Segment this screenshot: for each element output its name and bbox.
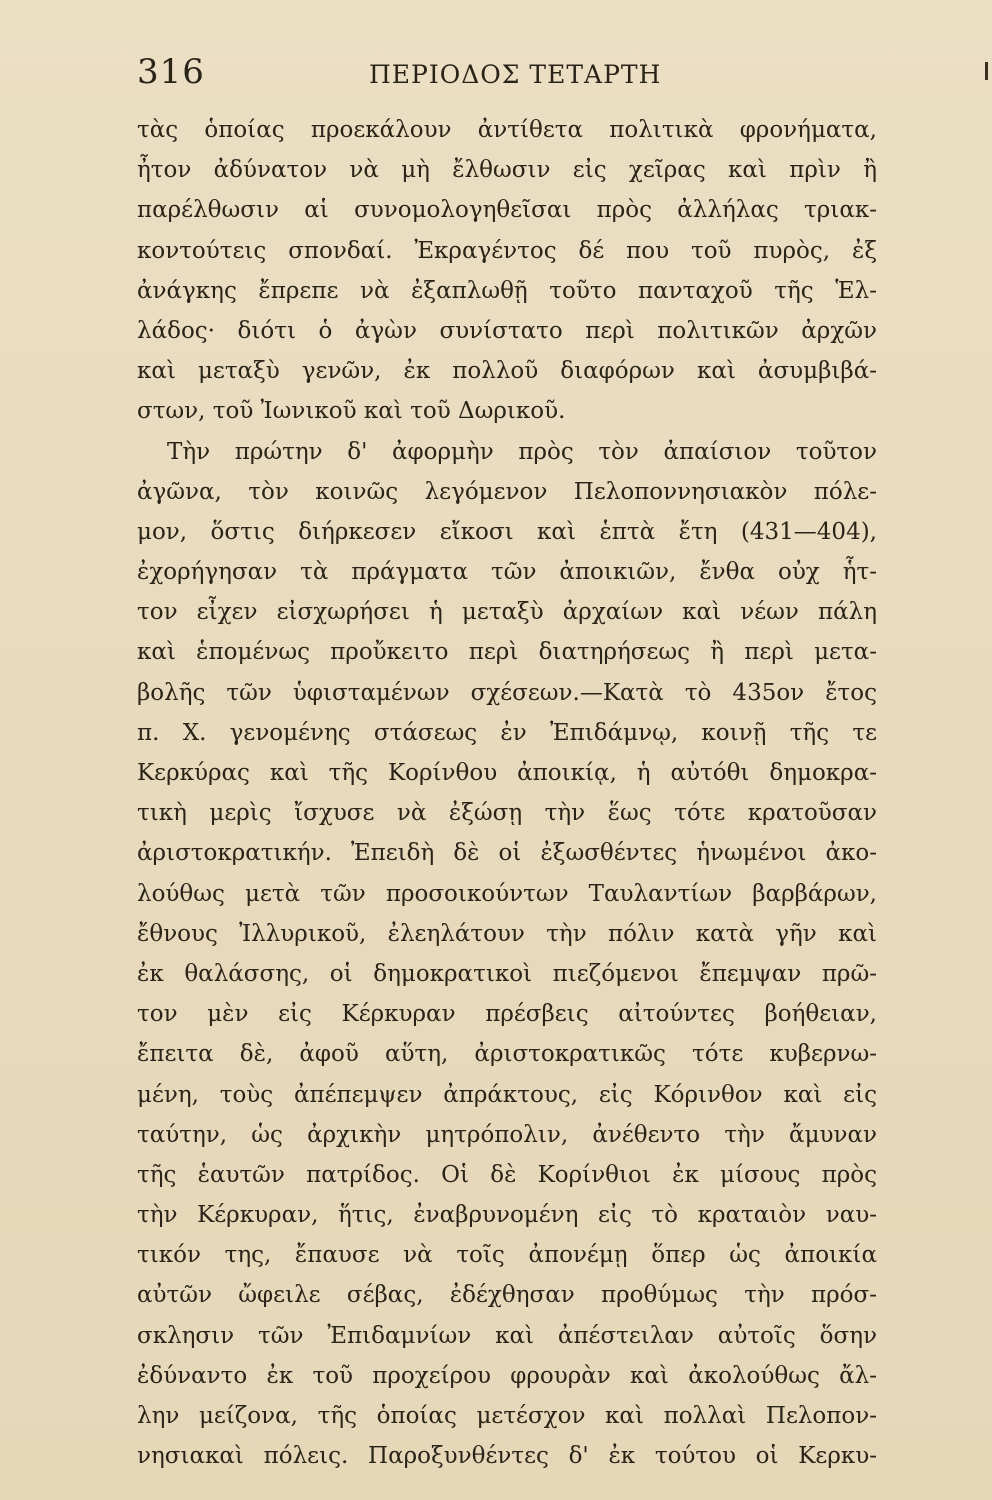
text-line: ἀριστοκρατικήν. Ἐπειδὴ δὲ οἱ ἐξωσθέντες ἡνωμένοι ἀκο-	[137, 840, 877, 867]
text-line: ἔπειτα δὲ, ἀφοῦ αὕτη, ἀριστοκρατικῶς τότε κυβερνω-	[137, 1041, 877, 1068]
text-line: μένη, τοὺς ἀπέπεμψεν ἀπράκτους, εἰς Κόρινθον καὶ εἰς	[137, 1081, 877, 1108]
text-line: παρέλθωσιν αἱ συνομολογηθεῖσαι πρὸς ἀλλήλας τριακ-	[137, 197, 877, 224]
text-line: τον εἶχεν εἰσχωρήσει ἡ μεταξὺ ἀρχαίων καὶ νέων πάλη	[137, 599, 877, 626]
text-line: κοντούτεις σπονδαί. Ἐκραγέντος δέ που τοῦ πυρὸς, ἐξ	[137, 237, 877, 264]
text-line: ἐδύναντο ἐκ τοῦ προχείρου φρουρὰν καὶ ἀκολούθως ἄλ-	[137, 1362, 877, 1389]
text-line: π. Χ. γενομένης στάσεως ἐν Ἐπιδάμνῳ, κοινῇ τῆς τε	[137, 719, 877, 746]
running-title: ΠΕΡΙΟΔΟΣ ΤΕΤΑΡΤΗ	[369, 60, 662, 89]
text-line: τὴν Κέρκυραν, ἥτις, ἐναβρυνομένη εἰς τὸ κραταιὸν ναυ-	[137, 1202, 877, 1229]
paragraph-end-line: στων, τοῦ Ἰωνικοῦ καὶ τοῦ Δωρικοῦ.	[137, 398, 566, 425]
text-line: ἀνάγκης ἔπρεπε νὰ ἐξαπλωθῇ τοῦτο πανταχοῦ τῆς Ἑλ-	[137, 277, 877, 304]
page-edge-mark	[985, 62, 988, 80]
text-line: Κερκύρας καὶ τῆς Κορίνθου ἀποικίᾳ, ἡ αὐτόθι δημοκρα-	[137, 760, 877, 786]
text-line: ταύτην, ὡς ἀρχικὴν μητρόπολιν, ἀνέθεντο τὴν ἄμυναν	[137, 1121, 877, 1148]
text-line: βολῆς τῶν ὑφισταμένων σχέσεων.—Κατὰ τὸ 435ον ἔτος	[137, 679, 877, 706]
text-line: λην μείζονα, τῆς ὁποίας μετέσχον καὶ πολλαὶ Πελοπον-	[137, 1403, 877, 1429]
text-line: μον, ὅστις διήρκεσεν εἴκοσι καὶ ἑπτὰ ἔτη (431—404),	[137, 518, 877, 545]
text-line: ἐκ θαλάσσης, οἱ δημοκρατικοὶ πιεζόμενοι ἔπεμψαν πρῶ-	[137, 960, 877, 987]
text-line: σκλησιν τῶν Ἐπιδαμνίων καὶ ἀπέστειλαν αὐτοῖς ὅσην	[137, 1322, 877, 1349]
text-line: καὶ μεταξὺ γενῶν, ἐκ πολλοῦ διαφόρων καὶ ἀσυμβιβά-	[137, 358, 877, 385]
text-line: τὰς ὁποίας προεκάλουν ἀντίθετα πολιτικὰ φρονήματα,	[137, 117, 877, 143]
text-line: τῆς ἑαυτῶν πατρίδος. Οἱ δὲ Κορίνθιοι ἐκ μίσους πρὸς	[137, 1161, 877, 1188]
text-line: λούθως μετὰ τῶν προσοικούντων Ταυλαντίων βαρβάρων,	[137, 880, 877, 907]
text-line: τικὴ μερὶς ἴσχυσε νὰ ἐξώσῃ τὴν ἕως τότε κρατοῦσαν	[137, 800, 877, 827]
text-line: ἀγῶνα, τὸν κοινῶς λεγόμενον Πελοποννησιακὸν πόλε-	[137, 478, 877, 505]
text-line: λάδος· διότι ὁ ἀγὼν συνίστατο περὶ πολιτικῶν ἀρχῶν	[137, 317, 877, 344]
text-line: αὐτῶν ὤφειλε σέβας, ἐδέχθησαν προθύμως τὴν πρόσ-	[137, 1282, 877, 1309]
text-line: ἔθνους Ἰλλυρικοῦ, ἐλεηλάτουν τὴν πόλιν κατὰ γῆν καὶ	[137, 920, 877, 947]
page-header	[137, 52, 877, 102]
text-line: νησιακαὶ πόλεις. Παροξυνθέντες δ' ἐκ τούτου οἱ Κερκυ-	[137, 1443, 877, 1470]
page-number: 316	[137, 52, 205, 92]
text-line: ἦτον ἀδύνατον νὰ μὴ ἔλθωσιν εἰς χεῖρας καὶ πρὶν ἢ	[137, 157, 877, 184]
text-line: τικόν της, ἔπαυσε νὰ τοῖς ἀπονέμῃ ὅπερ ὡς ἀποικία	[137, 1242, 877, 1269]
text-line: καὶ ἑπομένως προὔκειτο περὶ διατηρήσεως ἢ περὶ μετα-	[137, 639, 877, 666]
text-line: τον μὲν εἰς Κέρκυραν πρέσβεις αἰτούντες βοήθειαν,	[137, 1001, 877, 1028]
paragraph-start-line: Τὴν πρώτην δ' ἀφορμὴν πρὸς τὸν ἀπαίσιον τοῦτον	[167, 438, 877, 465]
body-text	[137, 110, 877, 1476]
text-line: ἐχορήγησαν τὰ πράγματα τῶν ἀποικιῶν, ἔνθα οὐχ ἧτ-	[137, 559, 877, 586]
